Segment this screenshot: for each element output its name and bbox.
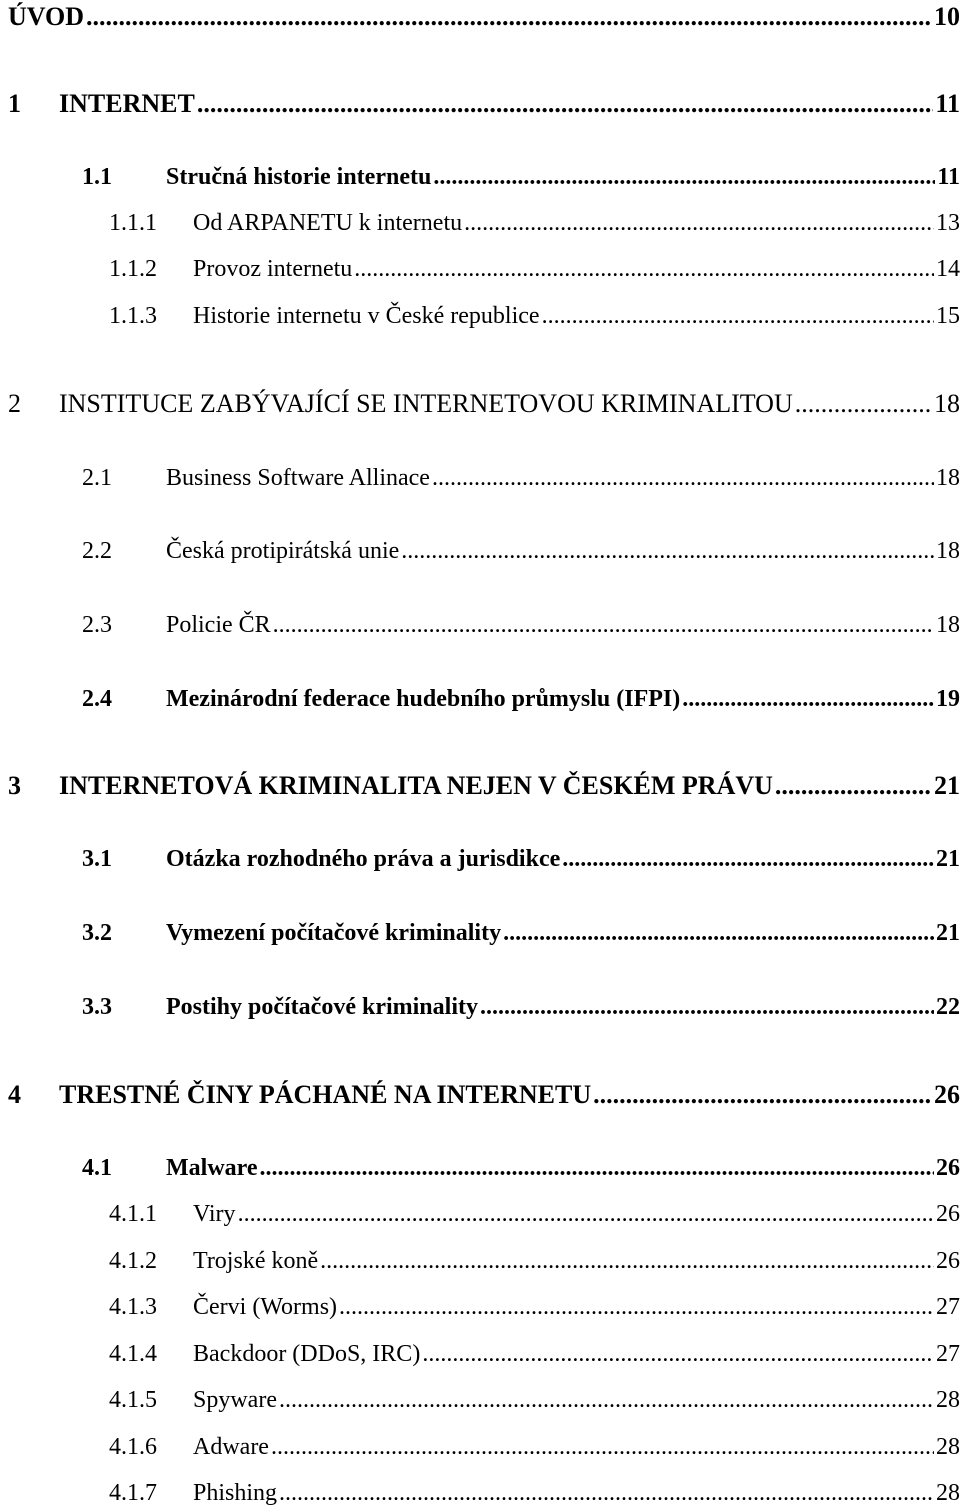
toc-leader-dots [197,91,934,117]
toc-entry-2-2[interactable] [82,539,960,563]
toc-entry-1-1-2[interactable] [109,257,960,281]
toc-title: ÚVOD [8,2,85,31]
toc-leader-dots [422,1342,934,1366]
toc-number: 4.1 [82,1155,112,1181]
toc-title: Mezinárodní federace hudebního průmyslu (IFPI) [166,686,681,712]
toc-title: Adware [193,1434,269,1460]
toc-page-number: 21 [936,920,960,946]
toc-page-number: 14 [936,256,960,282]
toc-entry-3-2[interactable] [82,921,960,945]
toc-number: 4.1.7 [109,1480,157,1506]
toc-page-number: 18 [936,538,960,564]
toc-leader-dots [795,391,932,417]
toc-entry-4-1-5[interactable] [109,1388,960,1412]
toc-entry-2[interactable] [8,391,960,417]
toc-title: INSTITUCE ZABÝVAJÍCÍ SE INTERNETOVOU KRIMINALITOU [59,389,793,418]
toc-number: 4 [8,1080,21,1109]
toc-leader-dots [480,995,934,1019]
toc-leader-dots [433,165,935,189]
toc-title: Česká protipirátská unie [166,538,400,564]
toc-entry-4-1[interactable] [82,1156,960,1180]
toc-page-number: 26 [936,1201,960,1227]
toc-leader-dots [238,1202,934,1226]
toc-title: Provoz internetu [193,256,353,282]
toc-entry-4[interactable] [8,1082,960,1108]
toc-title: Backdoor (DDoS, IRC) [193,1341,421,1367]
toc-page-number: 27 [936,1294,960,1320]
toc-number: 2.2 [82,538,112,564]
toc-entry-3-3[interactable] [82,995,960,1019]
toc-entry-uvod[interactable] [8,4,960,30]
toc-leader-dots [401,539,934,563]
toc-page-number: 19 [936,686,960,712]
toc-leader-dots [339,1295,934,1319]
toc-page-number: 28 [936,1387,960,1413]
toc-number: 4.1.3 [109,1294,157,1320]
toc-page-number: 26 [936,1248,960,1274]
toc-title: Business Software Allinace [166,465,430,491]
toc-leader-dots [432,466,934,490]
toc-leader-dots [593,1082,932,1108]
toc-entry-4-1-1[interactable] [109,1202,960,1226]
toc-leader-dots [682,687,934,711]
toc-entry-4-1-4[interactable] [109,1342,960,1366]
toc-title: Stručná historie internetu [166,164,432,190]
toc-title: INTERNETOVÁ KRIMINALITA NEJEN V ČESKÉM PRÁVU [59,771,773,800]
toc-leader-dots [279,1388,934,1412]
toc-page-number: 21 [936,846,960,872]
toc-entry-4-1-2[interactable] [109,1249,960,1273]
toc-number: 3.1 [82,846,112,872]
toc-number: 1.1.1 [109,210,157,236]
toc-page-number: 28 [936,1434,960,1460]
toc-number: 4.1.5 [109,1387,157,1413]
toc-title: Otázka rozhodného práva a jurisdikce [166,846,561,872]
toc-leader-dots [279,1481,934,1505]
toc-entry-2-3[interactable] [82,613,960,637]
toc-leader-dots [775,773,932,799]
toc-leader-dots [273,613,934,637]
toc-page-number: 11 [937,164,960,190]
toc-number: 4.1.1 [109,1201,157,1227]
toc-page-number: 27 [936,1341,960,1367]
toc-number: 1 [8,89,21,118]
toc-number: 3 [8,771,21,800]
toc-title: Postihy počítačové kriminality [166,994,478,1020]
toc-number: 1.1.3 [109,303,157,329]
toc-entry-1[interactable] [8,91,960,117]
toc-page-number: 26 [936,1155,960,1181]
toc-number: 3.3 [82,994,112,1020]
toc-title: Trojské koně [193,1248,319,1274]
toc-page-number: 21 [934,771,960,800]
toc-number: 2.3 [82,612,112,638]
toc-page-number: 26 [934,1080,960,1109]
toc-number: 1.1 [82,164,112,190]
toc-leader-dots [503,921,934,945]
toc-entry-2-1[interactable] [82,466,960,490]
toc-page-number: 18 [936,612,960,638]
toc-title: Historie internetu v České republice [193,303,540,329]
toc-page-number: 18 [934,389,960,418]
toc-page-number: 15 [936,303,960,329]
toc-leader-dots [260,1156,934,1180]
toc-leader-dots [354,257,934,281]
toc-leader-dots [320,1249,934,1273]
toc-page-number: 18 [936,465,960,491]
toc-title: TRESTNÉ ČINY PÁCHANÉ NA INTERNETU [59,1080,592,1109]
toc-number: 2.1 [82,465,112,491]
toc-title: Od ARPANETU k internetu [193,210,463,236]
toc-title: INTERNET [59,89,195,118]
toc-number: 4.1.4 [109,1341,157,1367]
toc-title: Phishing [193,1480,278,1506]
toc-entry-2-4[interactable] [82,687,960,711]
toc-number: 4.1.6 [109,1434,157,1460]
toc-entry-1-1-1[interactable] [109,211,960,235]
toc-entry-1-1[interactable] [82,165,960,189]
toc-number: 3.2 [82,920,112,946]
toc-title: Policie ČR [166,612,271,638]
toc-page-number: 11 [935,89,960,118]
toc-entry-4-1-6[interactable] [109,1435,960,1459]
toc-page-number: 22 [936,994,960,1020]
toc-page-number: 13 [936,210,960,236]
toc-entry-4-1-7[interactable] [109,1481,960,1505]
toc-title: Spyware [193,1387,277,1413]
toc-number: 2.4 [82,686,112,712]
toc-title: Malware [166,1155,258,1181]
toc-page-number: 10 [934,2,960,31]
toc-leader-dots [542,304,934,328]
toc-title: Červi (Worms) [193,1294,338,1320]
toc-title: Viry [193,1201,236,1227]
toc-number: 2 [8,389,21,418]
toc-number: 4.1.2 [109,1248,157,1274]
toc-entry-3-1[interactable] [82,847,960,871]
toc-entry-1-1-3[interactable] [109,304,960,328]
toc-entry-4-1-3[interactable] [109,1295,960,1319]
toc-entry-3[interactable] [8,773,960,799]
toc-page-number: 28 [936,1480,960,1506]
toc-title: Vymezení počítačové kriminality [166,920,502,946]
toc-leader-dots [464,211,934,235]
toc-number: 1.1.2 [109,256,157,282]
toc-leader-dots [86,4,932,30]
toc-leader-dots [562,847,934,871]
toc-leader-dots [271,1435,934,1459]
